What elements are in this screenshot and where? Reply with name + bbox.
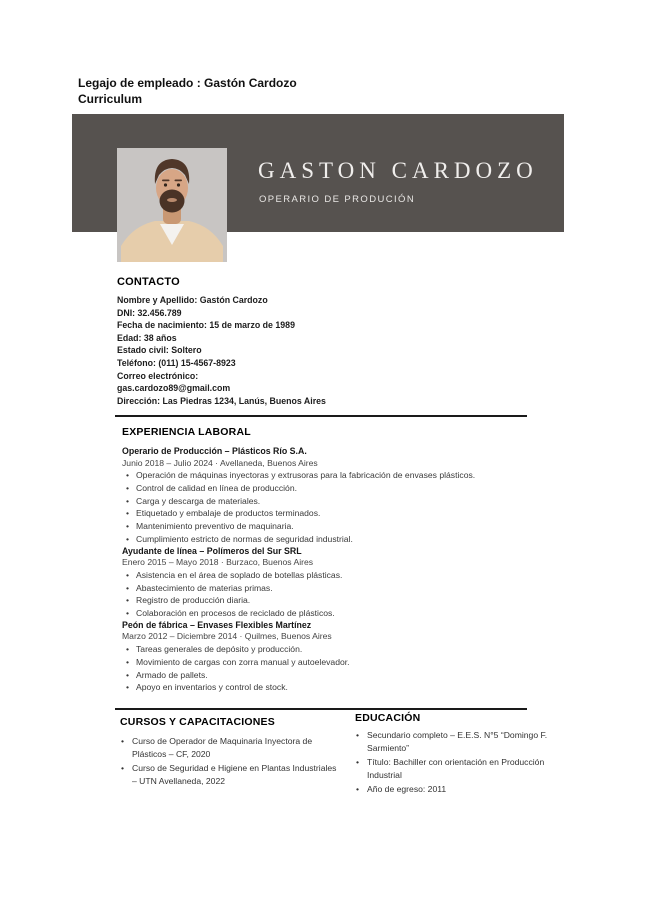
contact-address: Dirección: Las Piedras 1234, Lanús, Buenos Aires bbox=[117, 395, 326, 406]
job-bullet: • Armado de pallets. bbox=[122, 669, 534, 682]
contact-email-label: Correo electrónico: bbox=[117, 370, 199, 381]
job-entry bbox=[122, 546, 534, 620]
contact-dni: DNI: 32.456.789 bbox=[117, 307, 182, 318]
job-bullet: • Operación de máquinas inyectoras y extrusoras para la fabricación de envases plásticos. bbox=[122, 469, 534, 482]
job-meta: Enero 2015 – Mayo 2018 · Burzaco, Buenos Aires bbox=[122, 557, 314, 568]
courses-section bbox=[120, 716, 340, 789]
curriculum-label: Curriculum bbox=[78, 92, 143, 106]
job-meta: Marzo 2012 – Diciembre 2014 · Quilmes, Buenos Aires bbox=[122, 631, 332, 642]
job-title: Peón de fábrica – Envases Flexibles Martínez bbox=[122, 619, 312, 630]
experience-heading: EXPERIENCIA LABORAL bbox=[122, 426, 251, 438]
job-bullet: • Movimiento de cargas con zorra manual y autoelevador. bbox=[122, 656, 534, 669]
job-bullet: • Cumplimiento estricto de normas de seguridad industrial. bbox=[122, 533, 534, 546]
courses-heading: CURSOS Y CAPACITACIONES bbox=[120, 716, 275, 728]
job-bullet: • Mantenimiento preventivo de maquinaria. bbox=[122, 520, 534, 533]
job-entry bbox=[122, 446, 534, 546]
job-bullet: • Carga y descarga de materiales. bbox=[122, 495, 534, 508]
job-bullet: • Etiquetado y embalaje de productos terminados. bbox=[122, 507, 534, 520]
contact-full-name: Nombre y Apellido: Gastón Cardozo bbox=[117, 295, 268, 305]
course-item: • Curso de Seguridad e Higiene en Plantas Industriales – UTN Avellaneda, 2022 bbox=[120, 762, 340, 788]
divider-line bbox=[115, 415, 527, 417]
contact-birthdate: Fecha de nacimiento: 15 de marzo de 1989 bbox=[117, 320, 295, 331]
job-bullet: • Apoyo en inventarios y control de stock. bbox=[122, 681, 534, 694]
education-item: • Título: Bachiller con orientación en Producción Industrial bbox=[355, 756, 567, 782]
job-bullet: • Colaboración en procesos de reciclado de plásticos. bbox=[122, 607, 534, 620]
person-portrait-icon bbox=[117, 148, 227, 262]
job-entry bbox=[122, 620, 534, 694]
job-bullet: • Control de calidad en línea de producción. bbox=[122, 482, 534, 495]
employee-file-title: Legajo de empleado : Gastón Cardozo bbox=[78, 76, 297, 90]
education-heading: EDUCACIÓN bbox=[355, 712, 421, 724]
profile-photo bbox=[117, 148, 227, 262]
job-bullet: • Tareas generales de depósito y producción. bbox=[122, 643, 534, 656]
divider-line bbox=[115, 708, 527, 710]
course-item: • Curso de Operador de Maquinaria Inyectora de Plásticos – CF, 2020 bbox=[120, 735, 340, 761]
education-section bbox=[355, 712, 567, 797]
education-item: • Secundario completo – E.E.S. N°5 “Domingo F. Sarmiento” bbox=[355, 729, 567, 755]
contact-section bbox=[117, 276, 329, 407]
experience-section bbox=[122, 426, 534, 694]
education-item: • Año de egreso: 2011 bbox=[355, 783, 567, 796]
contact-marital-status: Estado civil: Soltero bbox=[117, 345, 202, 356]
cv-name: GASTON CARDOZO bbox=[258, 158, 538, 183]
cv-role: OPERARIO DE PRODUCIÓN bbox=[259, 194, 416, 205]
job-bullet: • Asistencia en el área de soplado de botellas plásticas. bbox=[122, 569, 534, 582]
contact-age: Edad: 38 años bbox=[117, 332, 177, 343]
contact-phone: Teléfono: (011) 15-4567-8923 bbox=[117, 357, 236, 368]
job-bullet: • Abastecimiento de materias primas. bbox=[122, 582, 534, 595]
contact-heading: CONTACTO bbox=[117, 276, 180, 288]
document-header bbox=[78, 75, 297, 107]
job-bullet: • Registro de producción diaria. bbox=[122, 594, 534, 607]
contact-email: gas.cardozo89@gmail.com bbox=[117, 383, 231, 394]
job-meta: Junio 2018 – Julio 2024 · Avellaneda, Buenos Aires bbox=[122, 457, 318, 468]
job-title: Ayudante de línea – Polímeros del Sur SRL bbox=[122, 545, 302, 556]
job-title: Operario de Producción – Plásticos Río S.A. bbox=[122, 446, 307, 456]
